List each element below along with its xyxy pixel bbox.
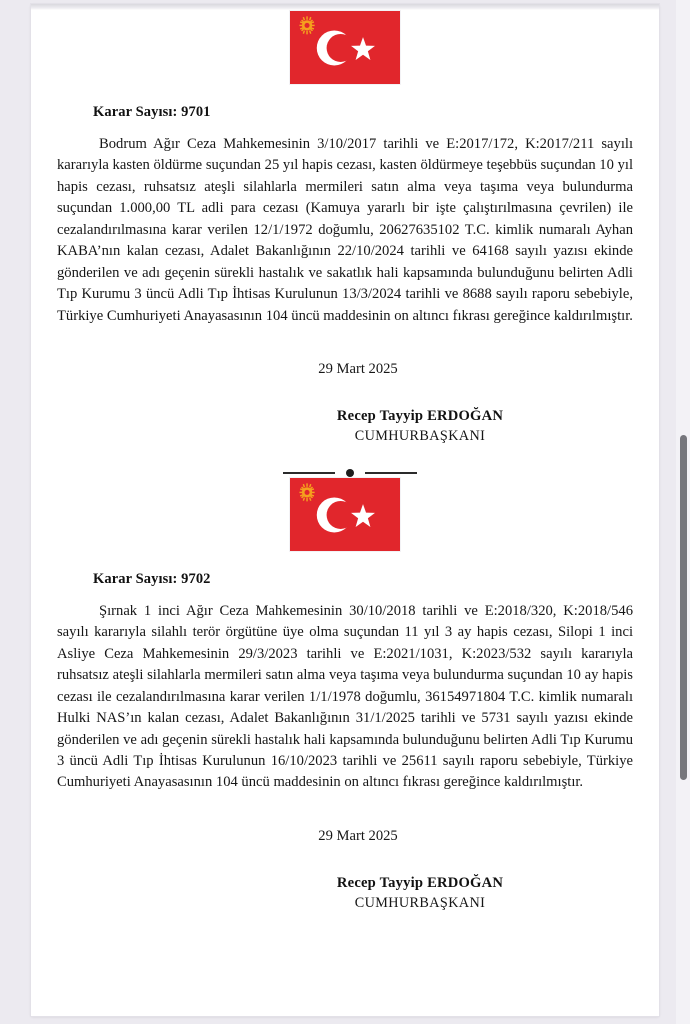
scrollbar-thumb[interactable] bbox=[680, 435, 687, 780]
decree-body-text: Bodrum Ağır Ceza Mahkemesinin 3/10/2017 tarihli ve E:2017/172, K:2017/211 sayılı kararıyla kasten öldürme suçundan 25 yıl hapis cezası, kasten öldürmeye teşebbüs suçundan 10 yıl hapis cezası, ruhsatsız ateşli silahlarla mermileri satın alma veya taşıma veya bulundurma suçundan 1.000,00 TL adli para cezası (Kamuya yararlı bir işte çalıştırılmasına çevrilen) ile cezalandırılmasına karar verilen 12/1/1972 doğumlu, 20627635102 T.C. kimlik numaralı Ayhan KABA’nın kalan cezası, Adalet Bakanlığının 22/10/2024 tarihli ve 64168 sayılı yazısı ekinde gönderilen ve adı geçenin sürekli hastalık ve sakatlık hali kapsamında bulunduğunu belirten Adli Tıp Kurumu 3 üncü Adli Tıp İhtisas Kurulunun 13/3/2024 tarihli ve 8688 sayılı raporu sebebiyle, Türkiye Cumhuriyeti Anayasasının 104 üncü maddesinin on altıncı fıkrası gereğince kaldırılmıştır. bbox=[57, 136, 633, 324]
signer-title: CUMHURBAŞKANI bbox=[354, 427, 486, 444]
signer-title: CUMHURBAŞKANI bbox=[354, 894, 486, 911]
turkish-flag-icon bbox=[289, 10, 401, 85]
document-page bbox=[31, 4, 659, 1016]
decree-block bbox=[57, 477, 633, 912]
signature-block bbox=[57, 408, 633, 445]
divider-rule-left bbox=[283, 472, 335, 474]
scrollbar-track[interactable] bbox=[676, 0, 690, 1024]
decree-body-text: Şırnak 1 inci Ağır Ceza Mahkemesinin 30/10/2018 tarihli ve E:2018/320, K:2018/546 sayılı kararıyla silahlı terör örgütüne üye olma suçundan 11 yıl 3 ay hapis cezası, Silopi 1 inci Asliye Ceza Mahkemesinin 29/3/2023 tarihli ve E:2021/1031, K:2023/532 sayılı kararıyla ruhsatsız ateşli silahlarla mermileri satın alma veya taşıma veya bulundurma suçundan 10 ay hapis cezası ile cezalandırılmasına karar verilen 1/1/1978 doğumlu, 36154971804 T.C. kimlik numaralı Hulki NAS’ın kalan cezası, Adalet Bakanlığının 31/1/2025 tarihli ve 5731 sayılı yazısı ekinde gönderilen ve adı geçenin sürekli hastalık hali kapsamında bulunduğunu belirten Adli Tıp Kurumu 3 üncü Adli Tıp İhtisas Kurulunun 16/10/2023 tarihli ve 25611 sayılı raporu sebebiyle, Türkiye Cumhuriyeti Anayasasının 104 üncü maddesinin on altıncı fıkrası gereğince kaldırılmıştır. bbox=[57, 602, 633, 791]
signer-name: Recep Tayyip ERDOĞAN bbox=[336, 407, 504, 424]
signer-name: Recep Tayyip ERDOĞAN bbox=[336, 874, 504, 891]
flag-container bbox=[57, 10, 633, 85]
divider-dot-icon bbox=[346, 469, 354, 477]
decision-number: Karar Sayısı: 9702 bbox=[93, 570, 211, 587]
section-divider bbox=[57, 469, 633, 477]
decree-date: 29 Mart 2025 bbox=[318, 360, 398, 377]
decision-number: Karar Sayısı: 9701 bbox=[93, 104, 211, 120]
decree-block bbox=[57, 10, 633, 445]
decree-date: 29 Mart 2025 bbox=[318, 827, 398, 844]
divider-rule-right bbox=[365, 472, 417, 474]
signature-block bbox=[57, 875, 633, 912]
flag-container bbox=[57, 477, 633, 552]
turkish-flag-icon bbox=[289, 477, 401, 552]
